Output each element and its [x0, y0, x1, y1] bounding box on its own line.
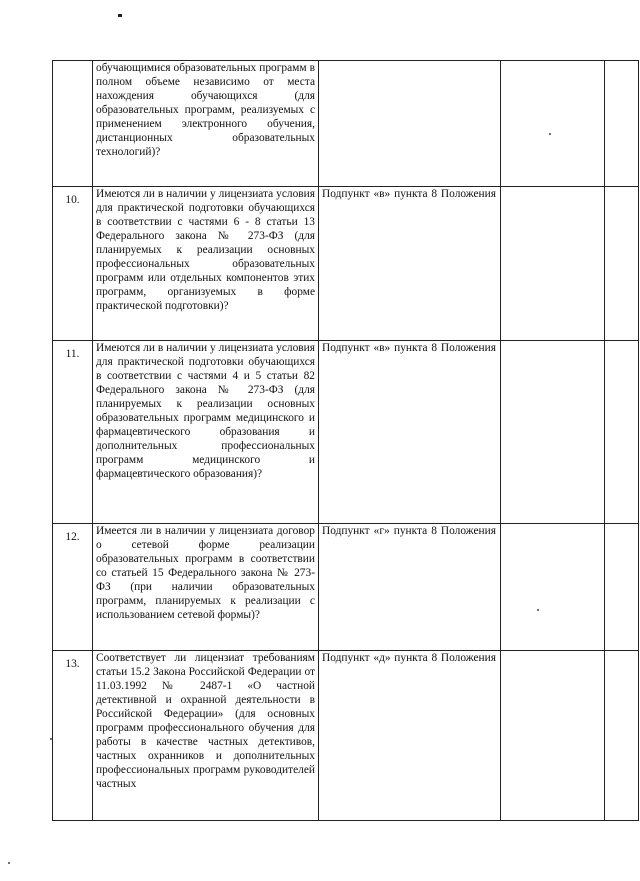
legal-basis: [319, 651, 501, 821]
row-number: 13.: [53, 651, 93, 821]
note-cell: [605, 187, 639, 341]
answer-cell: [501, 187, 605, 341]
table-row: [53, 187, 639, 341]
legal-basis: [319, 341, 501, 524]
answer-cell: [501, 651, 605, 821]
requirement-text-content: Соответствует ли лицензиат требованиям статьи 15.2 Закона Российской Федерации от 11.03.1992 № 2487-1 «О частной детективной и охранной деятельности в Российской Федерации» (для основных программ профессионального обучения для работы в качестве частных детективов, частных охранников и дополнительных профессиональных программ руководителей частных: [96, 652, 315, 790]
legal-basis-text: Подпункт «г» пункта 8 Положения: [322, 525, 496, 537]
table-row: [53, 341, 639, 524]
scan-speck: [8, 862, 10, 864]
legal-basis-text: Подпункт «д» пункта 8 Положения: [322, 652, 496, 664]
page-mark: [118, 14, 122, 17]
legal-basis: [319, 61, 501, 187]
legal-basis-text: Подпункт «в» пункта 8 Положения: [322, 188, 496, 200]
requirement-text: [93, 651, 319, 821]
note-cell: [605, 524, 639, 651]
answer-cell: [501, 341, 605, 524]
note-cell: [605, 341, 639, 524]
requirement-text: [93, 341, 319, 524]
scan-speck: [50, 738, 52, 740]
row-number: [53, 61, 93, 187]
requirements-table: [52, 60, 639, 821]
legal-basis: [319, 187, 501, 341]
requirement-text: [93, 61, 319, 187]
requirement-text: [93, 187, 319, 341]
requirement-text-content: обучающимися образовательных программ в полном объеме независимо от места нахождения обучающихся (для образовательных программ, реализуемых с применением электронного обучения, дистанционных образовательных технологий)?: [96, 62, 315, 158]
row-number: 10.: [53, 187, 93, 341]
table-row: [53, 61, 639, 187]
scan-speck: [549, 133, 551, 135]
legal-basis-text: Подпункт «в» пункта 8 Положения: [322, 342, 496, 354]
scan-speck: [537, 609, 539, 611]
table-row: [53, 651, 639, 821]
answer-cell: [501, 61, 605, 187]
note-cell: [605, 651, 639, 821]
requirement-text: [93, 524, 319, 651]
legal-basis: [319, 524, 501, 651]
answer-cell: [501, 524, 605, 651]
requirement-text-content: Имеются ли в наличии у лицензиата условия для практической подготовки обучающихся в соответствии с частями 6 - 8 статьи 13 Федерального закона № 273-ФЗ (для планируемых к реализации основных профессиональных образовательных программ или отдельных компонентов этих программ, организуемых в форме практической подготовки)?: [96, 188, 315, 312]
note-cell: [605, 61, 639, 187]
row-number: 11.: [53, 341, 93, 524]
row-number: 12.: [53, 524, 93, 651]
table-row: [53, 524, 639, 651]
requirement-text-content: Имеется ли в наличии у лицензиата договор о сетевой форме реализации образовательных программ в соответствии со статьей 15 Федерального закона № 273-ФЗ (при наличии образовательных программ, планируемых к реализации с использованием сетевой формы)?: [96, 525, 315, 621]
requirement-text-content: Имеются ли в наличии у лицензиата условия для практической подготовки обучающихся в соответствии с частями 4 и 5 статьи 82 Федерального закона № 273-ФЗ (для планируемых к реализации основных образовательных программ медицинского и фармацевтического образования и дополнительных профессиональных программ медицинского и фармацевтического образования)?: [96, 342, 315, 480]
